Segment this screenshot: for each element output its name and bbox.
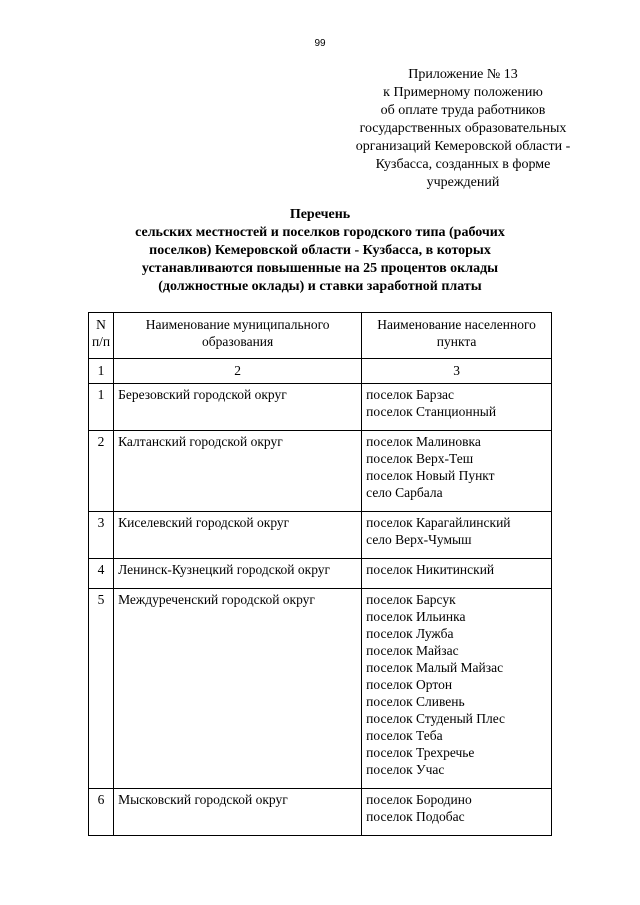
table-row — [89, 559, 552, 589]
settlement-name: поселок Малый Майзас — [366, 660, 504, 675]
header-settlement: Наименование населенного пункта — [362, 313, 552, 359]
table-row — [89, 789, 552, 836]
municipality-name: Березовский городской округ — [114, 384, 362, 431]
settlement-name: поселок Барзас — [366, 387, 455, 402]
settlement-list — [362, 559, 552, 589]
column-number-row — [89, 359, 552, 384]
appendix-line: Кузбасса, созданных в форме — [375, 157, 551, 172]
municipality-name: Ленинск-Кузнецкий городской округ — [114, 559, 362, 589]
appendix-line: государственных образовательных — [359, 121, 567, 136]
settlement-name: поселок Карагайлинский — [366, 515, 511, 530]
row-number: 2 — [89, 431, 114, 512]
table-row — [89, 512, 552, 559]
column-number: 1 — [89, 359, 114, 384]
appendix-line: об оплате труда работников — [380, 103, 546, 118]
settlement-list — [362, 431, 552, 512]
row-number: 4 — [89, 559, 114, 589]
settlement-name: поселок Станционный — [366, 404, 497, 419]
title-line: устанавливаются повышенные на 25 процентов оклады — [141, 261, 499, 276]
settlement-list — [362, 512, 552, 559]
header-municipality: Наименование муниципального образования — [114, 313, 362, 359]
column-number: 3 — [362, 359, 552, 384]
row-number: 6 — [89, 789, 114, 836]
table-row — [89, 589, 552, 789]
title-line: поселков) Кемеровской области - Кузбасса, в которых — [149, 243, 491, 258]
settlement-name: поселок Учас — [366, 762, 445, 777]
appendix-line: организаций Кемеровской области - — [355, 139, 571, 154]
title-line: сельских местностей и поселков городского типа (рабочих — [135, 225, 505, 240]
appendix-header — [338, 66, 588, 192]
settlement-name: поселок Студеный Плес — [366, 711, 506, 726]
row-number: 3 — [89, 512, 114, 559]
settlement-name: поселок Ильинка — [366, 609, 466, 624]
settlement-name: поселок Теба — [366, 728, 443, 743]
page-number: 99 — [314, 38, 326, 49]
table-row — [89, 431, 552, 512]
row-number: 1 — [89, 384, 114, 431]
row-number: 5 — [89, 589, 114, 789]
document-title — [80, 206, 560, 296]
table-row — [89, 384, 552, 431]
settlement-name: поселок Верх-Теш — [366, 451, 474, 466]
settlement-list — [362, 789, 552, 836]
settlement-name: поселок Подобас — [366, 809, 465, 824]
settlement-name: поселок Малиновка — [366, 434, 481, 449]
settlement-name: село Сарбала — [366, 485, 443, 500]
table-header-row — [89, 313, 552, 359]
column-number: 2 — [114, 359, 362, 384]
appendix-line: Приложение № 13 — [408, 67, 518, 82]
settlement-name: село Верх-Чумыш — [366, 532, 472, 547]
settlement-list — [362, 384, 552, 431]
title-line: Перечень — [289, 207, 351, 222]
settlement-name: поселок Майзас — [366, 643, 459, 658]
municipality-name: Мысковский городской округ — [114, 789, 362, 836]
settlement-name: поселок Новый Пункт — [366, 468, 495, 483]
settlement-name: поселок Никитинский — [366, 562, 495, 577]
settlement-list — [362, 589, 552, 789]
municipality-name: Междуреченский городской округ — [114, 589, 362, 789]
appendix-line: к Примерному положению — [383, 85, 543, 100]
settlement-name: поселок Сливень — [366, 694, 465, 709]
title-line: (должностные оклады) и ставки заработной платы — [158, 279, 482, 294]
settlement-name: поселок Бородино — [366, 792, 472, 807]
municipality-name: Киселевский городской округ — [114, 512, 362, 559]
header-number: N п/п — [89, 313, 114, 359]
table-body — [89, 359, 552, 836]
settlement-name: поселок Лужба — [366, 626, 454, 641]
settlement-name: поселок Трехречье — [366, 745, 475, 760]
settlement-name: поселок Барсук — [366, 592, 456, 607]
settlements-table — [88, 312, 552, 836]
appendix-line: учреждений — [426, 175, 500, 190]
settlement-name: поселок Ортон — [366, 677, 453, 692]
municipality-name: Калтанский городской округ — [114, 431, 362, 512]
